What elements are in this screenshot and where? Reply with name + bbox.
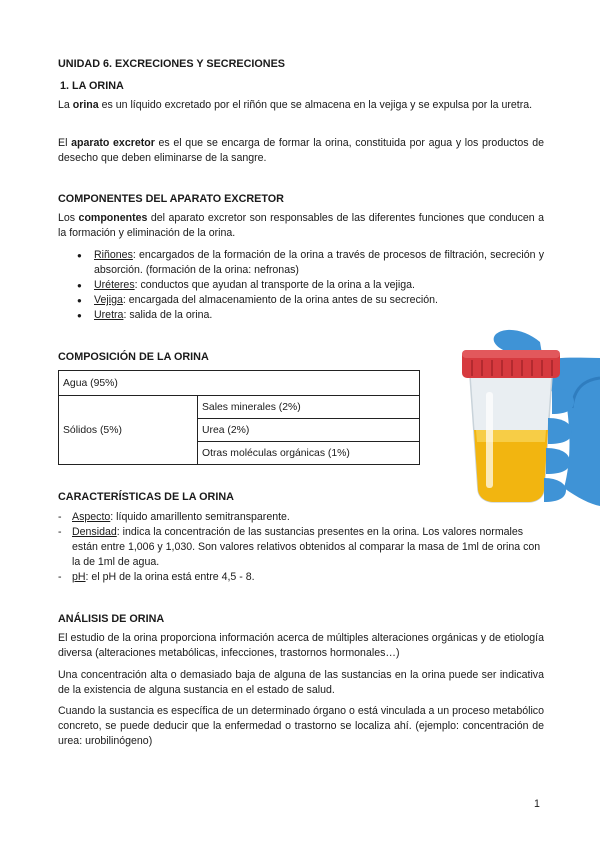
list-item-text: : salida de la orina. bbox=[123, 309, 213, 321]
table-cell-solids: Sólidos (5%) bbox=[59, 396, 198, 465]
paragraph-text: Cuando la sustancia es específica de un determinado órgano o está vinculada a un proceso metabólico concreto, se puede deducir que la enfermedad o trastorno se localiza ahí. (ejemplo: concentración de urea: urobilinógeno) bbox=[58, 705, 544, 747]
list-item-term: Vejiga bbox=[94, 294, 123, 306]
list-item-text: : conductos que ayudan al transporte de la orina a la vejiga. bbox=[134, 279, 415, 291]
list-item bbox=[58, 248, 544, 278]
list-item-text: : indica la concentración de las sustancias presentes en la orina. Los valores normales están entre 1,006 y 1,030. Son valores relativos obtenidos al comparar la masa de 1ml de orina con la de 1ml de agua. bbox=[72, 526, 541, 568]
analysis-paragraph-2 bbox=[58, 668, 544, 698]
list-item bbox=[58, 278, 544, 293]
text-run: El bbox=[58, 137, 72, 149]
text-run: es un líquido excretado por el riñón que se almacena en la vejiga y se expulsa por la uretra. bbox=[98, 99, 533, 111]
gloved-hand-holding-cup-image bbox=[448, 318, 600, 510]
table-row bbox=[59, 371, 420, 396]
urine-sample-cup-illustration bbox=[448, 318, 600, 510]
text-run: del aparato excretor son responsables de las diferentes funciones que conducen a la formación y eliminación de la orina. bbox=[58, 212, 544, 239]
text-run: La bbox=[58, 99, 73, 111]
list-item bbox=[58, 510, 544, 525]
list-item-text: : el pH de la orina está entre 4,5 - 8. bbox=[85, 571, 255, 583]
list-item bbox=[58, 525, 544, 570]
characteristics-heading: CARACTERÍSTICAS DE LA ORINA bbox=[58, 491, 234, 503]
components-heading: COMPONENTES DEL APARATO EXCRETOR bbox=[58, 193, 284, 205]
table-cell: Urea (2%) bbox=[198, 419, 420, 442]
term-orina: orina bbox=[72, 99, 99, 111]
list-item bbox=[58, 293, 544, 308]
text-run: es el que se encarga de formar la orina, constituida por agua y los productos de desecho que deben eliminarse de la sangre. bbox=[58, 137, 544, 164]
characteristics-list bbox=[58, 510, 544, 585]
aparato-excretor-paragraph bbox=[58, 136, 544, 166]
term-componentes: componentes bbox=[78, 212, 148, 224]
components-list bbox=[58, 248, 544, 323]
page-number: 1 bbox=[534, 798, 540, 810]
paragraph-text: Una concentración alta o demasiado baja de alguna de las sustancias en la orina puede ser indicativa de la existencia de alguna sustancia en el estado de salud. bbox=[58, 669, 544, 696]
table-cell-water: Agua (95%) bbox=[59, 371, 420, 396]
list-item bbox=[58, 570, 544, 585]
table-cell: Otras moléculas orgánicas (1%) bbox=[198, 442, 420, 465]
list-item-term: pH bbox=[72, 571, 86, 583]
section-la-orina-heading: 1. LA ORINA bbox=[60, 80, 124, 92]
analysis-paragraph-1 bbox=[58, 631, 544, 661]
term-aparato-excretor: aparato excretor bbox=[71, 137, 155, 149]
components-intro-paragraph bbox=[58, 211, 544, 241]
list-item-term: Uretra bbox=[94, 309, 124, 321]
list-item-text: : encargados de la formación de la orina a través de procesos de filtración, secreción y absorción. (formación de la orina: nefronas) bbox=[94, 249, 544, 276]
list-item-text: : líquido amarillento semitransparente. bbox=[110, 511, 290, 523]
text-run: Los bbox=[58, 212, 79, 224]
list-item-term: Aspecto bbox=[72, 511, 111, 523]
list-item-term: Uréteres bbox=[94, 279, 135, 291]
analysis-paragraph-3 bbox=[58, 704, 544, 749]
list-item-text: : encargada del almacenamiento de la orina antes de su secreción. bbox=[122, 294, 438, 306]
analysis-heading: ANÁLISIS DE ORINA bbox=[58, 613, 165, 625]
list-item-term: Densidad bbox=[72, 526, 117, 538]
composition-heading: COMPOSICIÓN DE LA ORINA bbox=[58, 351, 209, 363]
table-row bbox=[59, 396, 420, 419]
orina-definition-paragraph bbox=[58, 98, 544, 113]
table-cell: Sales minerales (2%) bbox=[198, 396, 420, 419]
composition-table bbox=[58, 370, 420, 465]
paragraph-text: El estudio de la orina proporciona información acerca de múltiples alteraciones orgánicas y de etiología diversa (alteraciones metabólicas, infecciones, trastornos hormonales…) bbox=[58, 632, 544, 659]
list-item-term: Riñones bbox=[94, 249, 133, 261]
document-title: UNIDAD 6. EXCRECIONES Y SECRECIONES bbox=[58, 58, 285, 70]
